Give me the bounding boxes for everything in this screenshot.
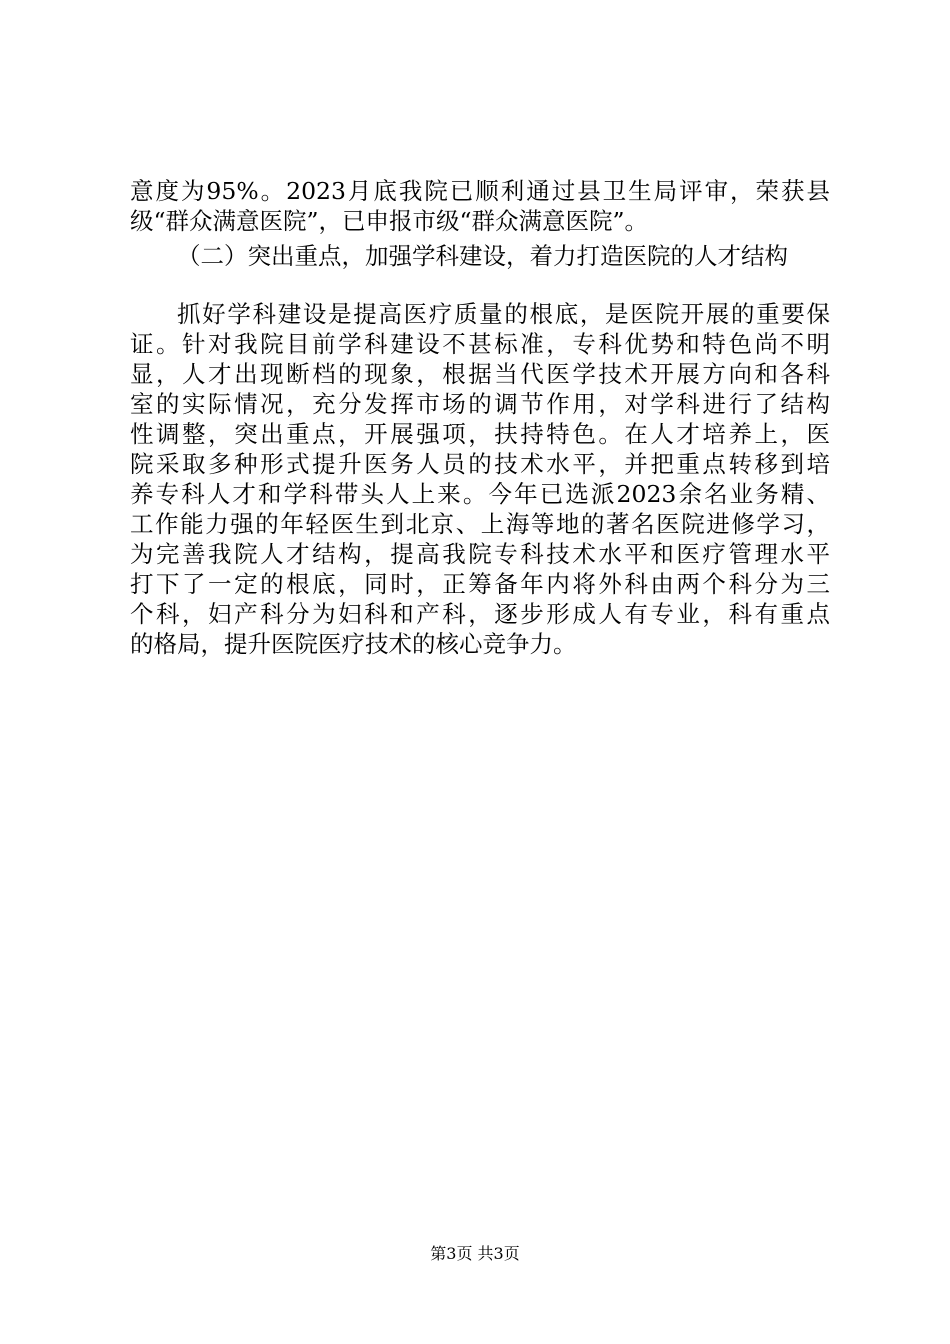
paragraph-line: 养专科人才和学科带头人上来。今年已选派2023余名业务精、 (130, 480, 830, 508)
paragraph-line: 的格局，提升医院医疗技术的核心竞争力。 (130, 630, 577, 658)
paragraph-line: 为完善我院人才结构，提高我院专科技术水平和医疗管理水平 (130, 540, 830, 568)
section-heading-text: （二）突出重点，加强学科建设，着力打造医院的人才结构 (177, 242, 788, 270)
paragraph-line: 打下了一定的根底，同时，正筹备年内将外科由两个科分为三 (130, 570, 830, 598)
paragraph-line: 级“群众满意医院”，已申报市级“群众满意医院”。 (130, 207, 649, 235)
paragraph-line: 意度为95%。2023月底我院已顺利通过县卫生局评审，荣获县 (130, 177, 830, 205)
paragraph-line: 抓好学科建设是提高医疗质量的根底，是医院开展的重要保 (177, 300, 830, 328)
paragraph-satisfaction (130, 176, 830, 236)
paragraph-line: 院采取多种形式提升医务人员的技术水平，并把重点转移到培 (130, 450, 830, 478)
paragraph-line: 证。针对我院目前学科建设不甚标准，专科优势和特色尚不明 (130, 330, 830, 358)
paragraph-line: 性调整，突出重点，开展强项，扶持特色。在人才培养上，医 (130, 420, 830, 448)
paragraph-line: 室的实际情况，充分发挥市场的调节作用，对学科进行了结构 (130, 390, 830, 418)
section-heading (130, 241, 830, 271)
page-number-label: 第3页 共3页 (430, 1244, 520, 1263)
paragraph-discipline-building (130, 299, 830, 659)
paragraph-line: 显，人才出现断档的现象，根据当代医学技术开展方向和各科 (130, 360, 830, 388)
paragraph-line: 工作能力强的年轻医生到北京、上海等地的著名医院进修学习， (130, 510, 830, 538)
page-footer (0, 1244, 950, 1264)
paragraph-line: 个科，妇产科分为妇科和产科，逐步形成人有专业，科有重点 (130, 600, 830, 628)
